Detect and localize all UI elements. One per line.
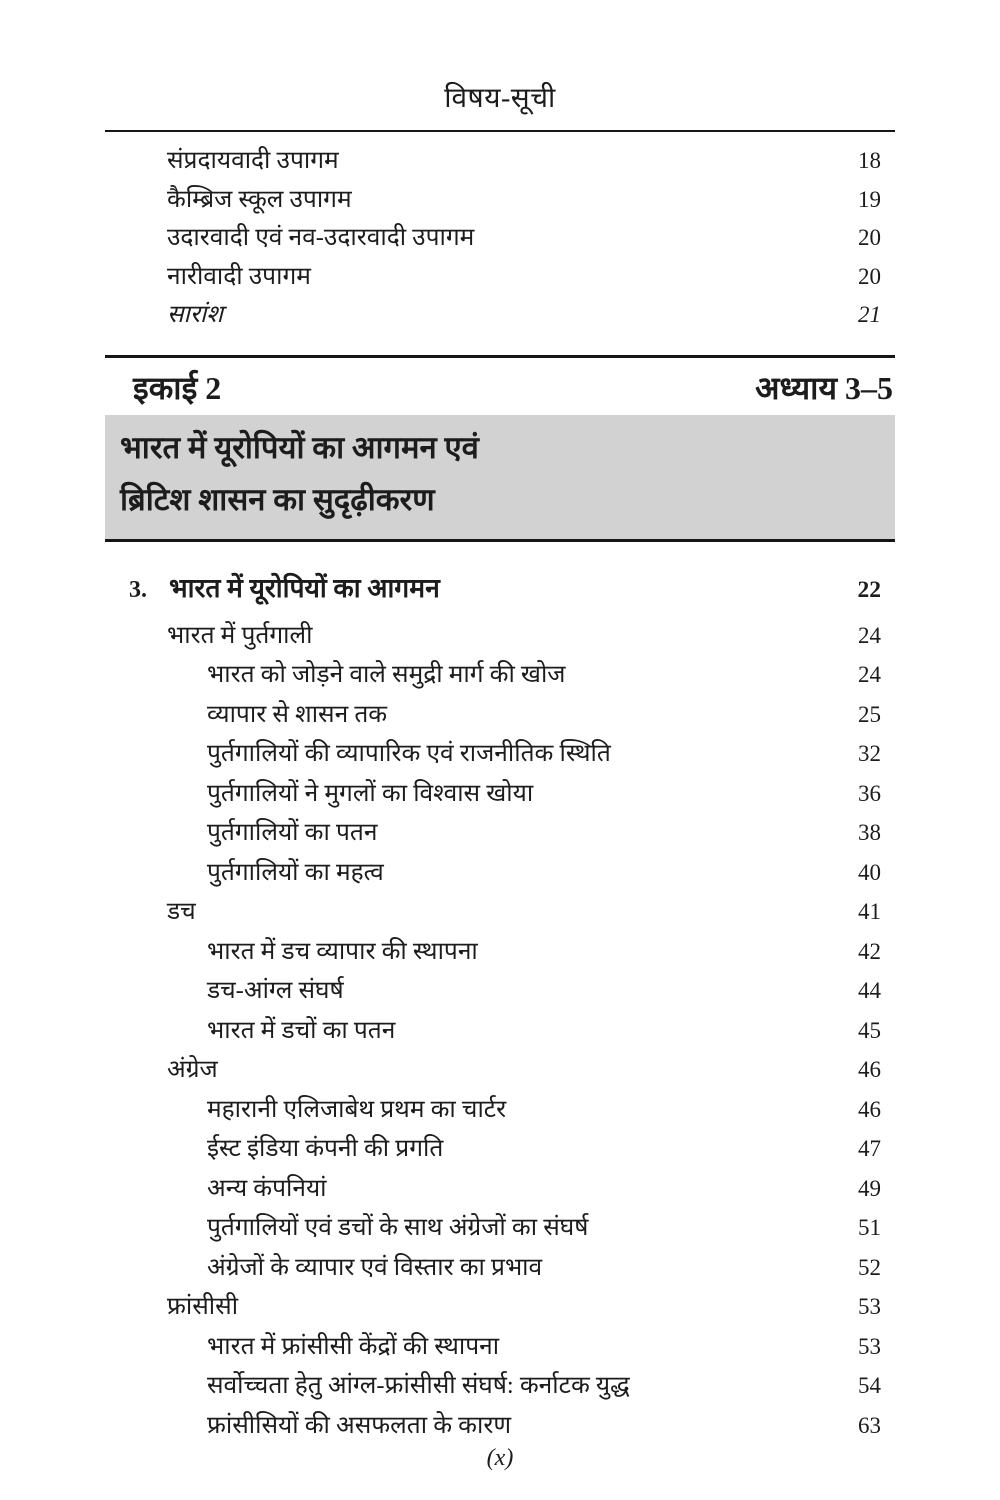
- toc-entry-label: पुर्तगालियों का पतन: [207, 819, 378, 846]
- toc-row: [105, 695, 895, 735]
- toc-row: [105, 1129, 895, 1169]
- toc-entry-label: नारीवादी उपागम: [167, 262, 311, 290]
- toc-row: [105, 616, 895, 656]
- toc-entry-label: अंग्रेजों के व्यापार एवं विस्तार का प्रभाव: [207, 1253, 543, 1281]
- toc-entry-page-number: 40: [858, 859, 881, 885]
- toc-row: [105, 932, 895, 972]
- toc-entry-page-number: 63: [858, 1412, 881, 1438]
- toc-entry-page-number: 52: [858, 1254, 881, 1280]
- toc-entry-label: भारत में डच व्यापार की स्थापना: [207, 937, 478, 965]
- toc-row: [105, 1208, 895, 1248]
- toc-entry-page-number: 54: [858, 1373, 881, 1398]
- toc-row: [105, 1406, 895, 1446]
- unit-title-line2: ब्रिटिश शासन का सुदृढ़ीकरण: [120, 481, 435, 517]
- toc-entry-list-chapter: [105, 616, 895, 1446]
- toc-entry-page-number: 24: [858, 622, 881, 648]
- toc-entry-label: पुर्तगालियों का महत्व: [207, 858, 384, 886]
- toc-entry-label: फ्रांसीसी: [167, 1293, 239, 1320]
- toc-row: [105, 655, 895, 695]
- page-title: विषय-सूची: [444, 83, 556, 114]
- toc-entry-label: भारत में डचों का पतन: [207, 1016, 396, 1044]
- toc-entry-page-number: 44: [858, 978, 881, 1003]
- toc-row: [105, 219, 895, 258]
- toc-row: [105, 1050, 895, 1090]
- toc-row: [105, 1011, 895, 1051]
- toc-entry-page-number: 20: [858, 263, 881, 289]
- unit-heading-row: [105, 358, 895, 415]
- toc-entry-label: संप्रदायवादी उपागम: [167, 147, 339, 174]
- toc-entry-label: उदारवादी एवं नव-उदारवादी उपागम: [167, 224, 475, 251]
- footer-page-number: (x): [486, 1445, 514, 1471]
- toc-entry-page-number: 42: [858, 938, 881, 964]
- toc-entry-label: अन्य कंपनियां: [207, 1174, 327, 1202]
- title-divider: [105, 130, 895, 132]
- chapter-heading-row: [105, 568, 895, 610]
- toc-entry-page-number: 24: [858, 662, 881, 687]
- toc-entry-label: भारत में फ्रांसीसी केंद्रों की स्थापना: [207, 1332, 500, 1360]
- toc-row: [105, 258, 895, 297]
- toc-entry-label: सारांश: [167, 301, 223, 328]
- chapter-title: भारत में यूरोपियों का आगमन: [169, 572, 440, 603]
- toc-entry-page-number: 36: [858, 780, 881, 806]
- toc-row: [105, 181, 895, 220]
- toc-row: [105, 1287, 895, 1327]
- chapter-section: [105, 568, 895, 1446]
- toc-entry-page-number: 53: [858, 1294, 881, 1319]
- toc-entry-label: व्यापार से शासन तक: [207, 700, 388, 728]
- toc-entry-page-number: 53: [858, 1333, 881, 1359]
- toc-entry-page-number: 46: [858, 1096, 881, 1122]
- toc-row: [105, 1366, 895, 1406]
- toc-entry-list-top: [105, 142, 895, 335]
- toc-entry-label: पुर्तगालियों एवं डचों के साथ अंग्रेजों का संघर्ष: [207, 1214, 589, 1241]
- toc-entry-label: भारत में पुर्तगाली: [167, 621, 313, 649]
- toc-entry-label: पुर्तगालियों ने मुगलों का विश्वास खोया: [207, 779, 534, 807]
- toc-row: [105, 296, 895, 335]
- toc-entry-page-number: 32: [858, 741, 881, 766]
- toc-entry-label: पुर्तगालियों की व्यापारिक एवं राजनीतिक स्थिति: [207, 740, 611, 767]
- toc-row: [105, 853, 895, 893]
- unit-bottom-divider: [105, 539, 895, 542]
- toc-entry-label: सर्वोच्चता हेतु आंग्ल-फ्रांसीसी संघर्ष: कर्नाटक युद्ध: [207, 1372, 630, 1399]
- toc-row: [105, 1090, 895, 1130]
- unit-header-block: [105, 355, 895, 542]
- toc-row: [105, 1248, 895, 1288]
- toc-row: [105, 1169, 895, 1209]
- toc-entry-page-number: 25: [858, 701, 881, 727]
- toc-entry-label: भारत को जोड़ने वाले समुद्री मार्ग की खोज: [207, 661, 566, 688]
- toc-entry-label: डच-आंग्ल संघर्ष: [207, 977, 344, 1004]
- toc-entry-page-number: 18: [858, 148, 881, 173]
- toc-entry-page-number: 19: [858, 186, 881, 212]
- toc-entry-page-number: 41: [858, 899, 881, 924]
- toc-row: [105, 892, 895, 932]
- toc-row: [105, 774, 895, 814]
- toc-row: [105, 734, 895, 774]
- toc-row: [105, 813, 895, 853]
- page-content: [105, 0, 895, 1472]
- toc-entry-label: डच: [167, 898, 196, 925]
- toc-row: [105, 142, 895, 181]
- toc-entry-page-number: 20: [858, 225, 881, 250]
- unit-label: इकाई 2: [133, 369, 222, 406]
- toc-entry-label: फ्रांसीसियों की असफलता के कारण: [207, 1411, 512, 1439]
- toc-entry-label: ईस्ट इंडिया कंपनी की प्रगति: [207, 1135, 444, 1162]
- toc-row: [105, 971, 895, 1011]
- unit-title-line1: भारत में यूरोपियों का आगमन एवं: [120, 429, 479, 465]
- toc-entry-label: कैम्ब्रिज स्कूल उपागम: [167, 185, 352, 213]
- toc-entry-page-number: 46: [858, 1057, 881, 1082]
- toc-row: [105, 1327, 895, 1367]
- toc-entry-page-number: 51: [858, 1215, 881, 1240]
- toc-entry-label: अंग्रेज: [167, 1056, 218, 1083]
- toc-entry-page-number: 49: [858, 1175, 881, 1201]
- chapter-number: 3.: [129, 576, 147, 603]
- unit-title-highlight-box: [105, 415, 895, 539]
- toc-entry-page-number: 38: [858, 820, 881, 845]
- toc-entry-page-number: 45: [858, 1017, 881, 1043]
- toc-entry-label: महारानी एलिजाबेथ प्रथम का चार्टर: [207, 1095, 507, 1123]
- chapter-page-number: 22: [857, 576, 881, 603]
- unit-chapters-range-label: अध्याय 3–5: [755, 369, 893, 406]
- toc-entry-page-number: 21: [858, 302, 881, 327]
- toc-entry-page-number: 47: [858, 1136, 881, 1161]
